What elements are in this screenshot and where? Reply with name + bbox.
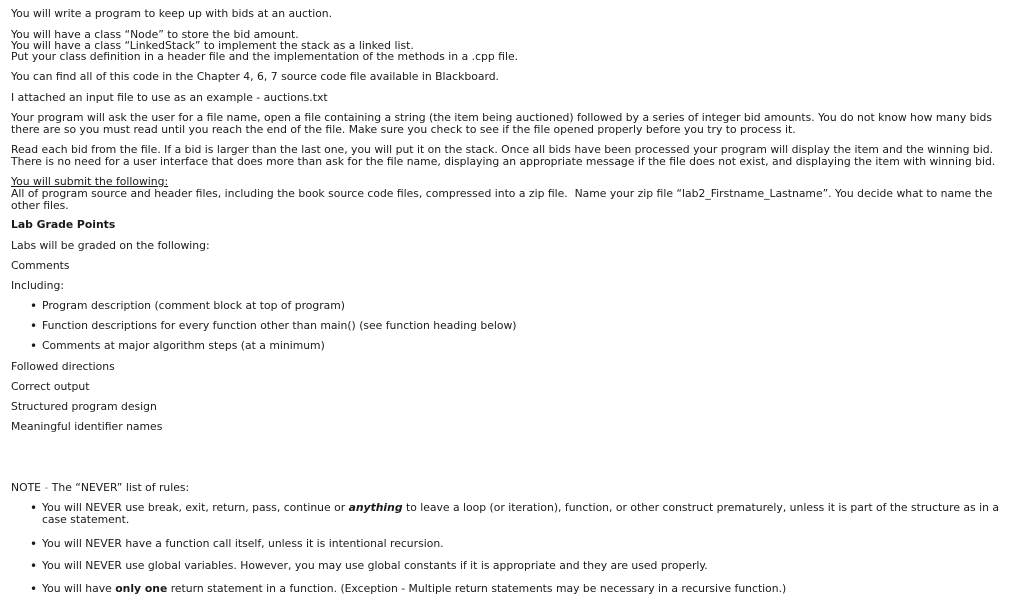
correct-output-line: Correct output — [11, 380, 90, 393]
rule-text: return statement in a function. (Exception - Multiple return statements may be necessary in a recursive function.) — [167, 582, 787, 595]
note-label: NOTE — [11, 481, 41, 494]
graded-on-line: Labs will be graded on the following: — [11, 239, 210, 252]
list-item: Function descriptions for every function other than main() (see function heading below) — [42, 319, 517, 332]
grade-points-heading: Lab Grade Points — [11, 218, 116, 231]
structured-design-line: Structured program design — [11, 400, 157, 413]
rule-text: You will have — [42, 582, 116, 595]
rule-emphasis: anything — [348, 501, 403, 514]
program-description-paragraph: Your program will ask the user for a file name, open a file containing a string (the item being auctioned) followed by a series of integer bid amounts. You do not know how many bids there are so you must read until you reach the end of the file. Make sure you check to see if the file opened properly before you try to process it. — [11, 111, 996, 136]
input-file-line: I attached an input file to use as an example - auctions.txt — [11, 91, 328, 104]
bullet-icon: • — [30, 559, 38, 573]
list-item: Program description (comment block at top of program) — [42, 299, 346, 312]
class-node-line: You will have a class “Node” to store the bid amount. — [11, 28, 299, 41]
bid-processing-paragraph: Read each bid from the file. If a bid is larger than the last one, you will put it on the stack. Once all bids have been processed your program will display the item and the winning bid. There is no need for a user interface that does more than ask for the file name, displaying an appropriate message if the file does not exist, and displaying the item with winning bid. — [11, 143, 997, 168]
submit-text: All of program source and header files, including the book source code files, compressed into a zip file. Name your zip file “lab2_Firstname_Lastname”. You decide what to name the other files. — [11, 187, 996, 212]
rule-item: You will NEVER have a function call itself, unless it is intentional recursion. — [42, 537, 444, 550]
followed-directions-line: Followed directions — [11, 360, 115, 373]
rule-text: to leave a loop (or iteration), function, or other construct prematurely, unless it is part of the structure as in a case statement. — [42, 501, 999, 526]
bullet-icon: • — [30, 501, 38, 515]
comments-line: Comments — [11, 259, 70, 272]
note-heading — [11, 482, 1016, 494]
bullet-icon: • — [30, 299, 38, 313]
source-code-line: You can find all of this code in the Chapter 4, 6, 7 source code file available in Blackboard. — [11, 70, 499, 83]
rule-text: You will NEVER use break, exit, return, pass, continue or — [42, 501, 349, 514]
rule-item — [42, 583, 1017, 595]
intro-line: You will write a program to keep up with bids at an auction. — [11, 7, 333, 20]
identifier-names-line: Meaningful identifier names — [11, 420, 163, 433]
including-line: Including: — [11, 279, 64, 292]
rule-emphasis: only one — [115, 582, 168, 595]
bullet-icon: • — [30, 582, 38, 596]
submit-heading: You will submit the following: — [11, 175, 169, 188]
bullet-icon: • — [30, 319, 38, 333]
note-title: The “NEVER” list of rules: — [51, 481, 190, 494]
bullet-icon: • — [30, 537, 38, 551]
rule-item: You will NEVER use global variables. However, you may use global constants if it is appropriate and they are used properly. — [42, 559, 708, 572]
rule-item — [42, 502, 1017, 526]
header-file-line: Put your class definition in a header file and the implementation of the methods in a .cpp file. — [11, 50, 519, 63]
class-linkedstack-line: You will have a class “LinkedStack” to implement the stack as a linked list. — [11, 39, 414, 52]
list-item: Comments at major algorithm steps (at a minimum) — [42, 339, 325, 352]
bullet-icon: • — [30, 339, 38, 353]
note-dash: - — [41, 481, 52, 494]
